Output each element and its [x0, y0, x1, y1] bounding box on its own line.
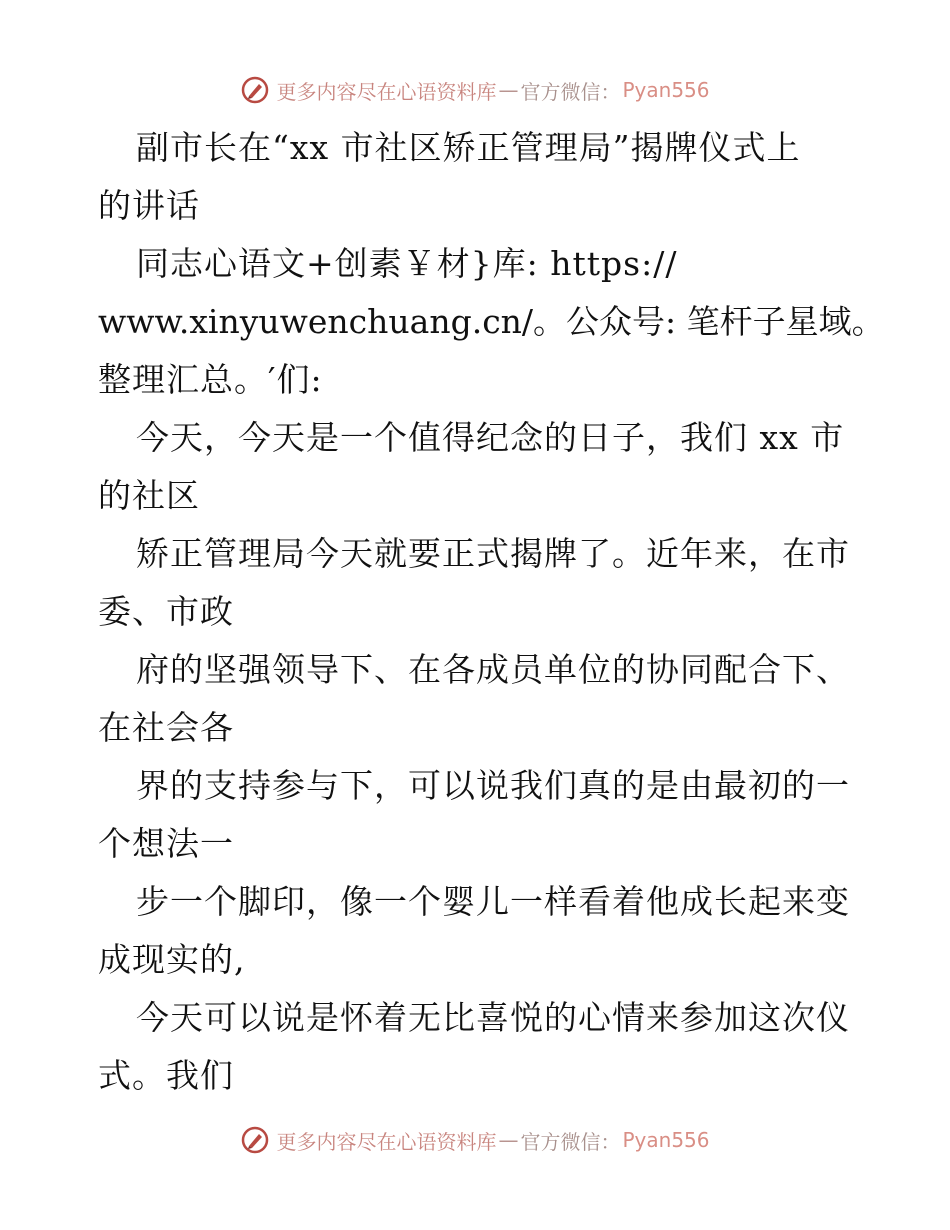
document-line: 矫正管理局今天就要正式揭牌了。近年来，在市 — [136, 534, 850, 573]
watermark-label: 官方微信： — [520, 79, 621, 104]
watermark-id: Pyan556 — [622, 1128, 710, 1152]
document-line: 的讲话 — [98, 186, 200, 225]
watermark-id: Pyan556 — [622, 78, 710, 102]
document-line: 同志心语文+创素￥材}库: https:// — [136, 244, 678, 283]
header-watermark — [0, 70, 950, 110]
document-line: 委、市政 — [98, 592, 234, 631]
document-body — [98, 119, 885, 1105]
document-line: 在社会各 — [98, 708, 234, 747]
document-line: 副市长在“xx 市社区矫正管理局”揭牌仪式上 — [136, 128, 801, 167]
document-line: 府的坚强领导下、在各成员单位的协同配合下、 — [136, 650, 850, 689]
document-line: 个想法一 — [98, 824, 234, 863]
document-line: 式。我们 — [98, 1056, 234, 1095]
document-line: 今天，今天是一个值得纪念的日子，我们 xx 市 — [136, 418, 845, 457]
document-line: www.xinyuwenchuang.cn/。公众号: 笔杆子星域。 — [98, 302, 885, 341]
watermark-label: 官方微信： — [520, 1129, 621, 1154]
document-line: 界的支持参与下，可以说我们真的是由最初的一 — [136, 766, 850, 805]
watermark-separator: — — [498, 1128, 519, 1152]
pen-circle-icon — [240, 1125, 270, 1155]
watermark-separator: — — [498, 78, 519, 102]
pen-circle-icon — [240, 75, 270, 105]
watermark-text: 更多内容尽在心语资料库 — [276, 79, 497, 104]
document-line: 整理汇总。′们: — [98, 360, 323, 399]
document-line: 成现实的, — [98, 940, 246, 979]
document-line: 的社区 — [98, 476, 200, 515]
footer-watermark — [0, 1120, 950, 1160]
document-line: 步一个脚印，像一个婴儿一样看着他成长起来变 — [136, 882, 850, 921]
watermark-text: 更多内容尽在心语资料库 — [276, 1129, 497, 1154]
document-line: 今天可以说是怀着无比喜悦的心情来参加这次仪 — [136, 998, 850, 1037]
